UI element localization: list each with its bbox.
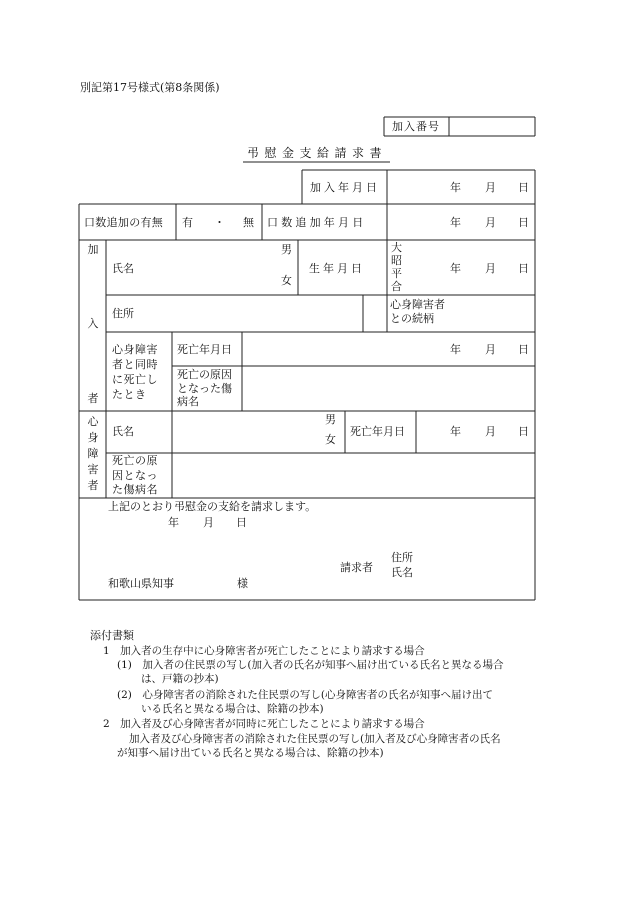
join-month-unit: 月 xyxy=(485,181,496,194)
request-statement: 上記のとおり弔慰金の支給を請求します。 xyxy=(108,500,317,513)
disabled-gender-male[interactable]: 男 xyxy=(325,413,336,426)
member-address-field[interactable] xyxy=(140,296,362,331)
disabled-death-cause-label: 死亡の原 因となっ た傷病名 xyxy=(112,454,158,496)
member-gender-female[interactable]: 女 xyxy=(281,274,292,287)
member-name-label: 氏名 xyxy=(112,262,134,275)
disabled-name-label: 氏名 xyxy=(112,425,134,438)
era-heisei[interactable]: 平 xyxy=(391,267,402,280)
join-date-label: 加入年月日 xyxy=(310,181,380,194)
attachment-1-1-cont: は、戸籍の抄本) xyxy=(141,673,219,685)
member-death-date-label: 死亡年月日 xyxy=(177,343,232,356)
extra-year-unit: 年 xyxy=(450,216,461,229)
claimant-name-field[interactable] xyxy=(418,565,533,581)
claimant-name-label: 氏名 xyxy=(391,566,413,579)
era-reiwa[interactable]: 合 xyxy=(391,280,402,293)
attachment-case-2: 2 加入者及び心身障害者が同時に死亡したことにより請求する場合 xyxy=(103,718,425,730)
member-death-cause-field[interactable] xyxy=(243,367,534,410)
simultaneous-death-label: 心身障害 者と同時 に死亡し たとき xyxy=(112,343,158,401)
disabled-death-date-field[interactable] xyxy=(417,412,534,452)
member-number-field[interactable] xyxy=(450,118,534,135)
disabled-name-field[interactable] xyxy=(140,412,320,452)
dob-year-unit: 年 xyxy=(450,262,461,275)
addressee-honorific: 様 xyxy=(237,577,248,590)
addressee: 和歌山県知事 xyxy=(108,577,174,590)
member-death-cause-label: 死亡の原因 となった傷 病名 xyxy=(177,368,232,408)
member-death-month-unit: 月 xyxy=(485,343,496,356)
attachment-1-1: (1) 加入者の住民票の写し(加入者の氏名が知事へ届け出ている氏名と異なる場合 xyxy=(117,659,504,671)
attachments-heading: 添付書類 xyxy=(90,629,134,642)
attachment-2-1-cont: が知事へ届け出ている氏名と異なる場合は、除籍の抄本) xyxy=(117,747,384,759)
attachment-1-2: (2) 心身障害者の消除された住民票の写し(心身障害者の氏名が知事へ届け出て xyxy=(117,689,493,701)
disabled-side-label-1: 心 xyxy=(87,415,99,428)
member-name-field[interactable] xyxy=(140,241,278,294)
form-title: 弔慰金支給請求書 xyxy=(247,146,388,160)
disabled-side-label-3: 障 xyxy=(87,447,99,460)
member-gender-male[interactable]: 男 xyxy=(281,243,292,256)
request-day-unit: 日 xyxy=(236,516,247,529)
relation-field[interactable] xyxy=(470,296,534,331)
disabled-side-label-4: 害 xyxy=(87,463,99,476)
claimant-address-label: 住所 xyxy=(391,551,413,564)
request-month-unit: 月 xyxy=(203,516,214,529)
extra-day-unit: 日 xyxy=(518,216,529,229)
member-death-day-unit: 日 xyxy=(518,343,529,356)
member-address-label: 住所 xyxy=(112,307,134,320)
member-side-label-1: 加 xyxy=(87,243,99,256)
member-side-label-3: 者 xyxy=(87,392,99,405)
attachment-1-2-cont: いる氏名と異なる場合は、除籍の抄本) xyxy=(141,703,324,715)
extra-units-label: 口数追加の有無 xyxy=(84,216,164,229)
join-year-unit: 年 xyxy=(450,181,461,194)
extra-units-separator: ・ xyxy=(214,216,225,229)
disabled-side-label-2: 身 xyxy=(87,431,99,444)
member-death-year-unit: 年 xyxy=(450,343,461,356)
disabled-gender-female[interactable]: 女 xyxy=(325,433,336,446)
extra-month-unit: 月 xyxy=(485,216,496,229)
form-reference: 別記第17号様式(第8条関係) xyxy=(80,81,220,94)
relation-label: 心身障害者 との続柄 xyxy=(390,298,445,325)
join-date-field[interactable] xyxy=(388,171,534,203)
disabled-death-date-label: 死亡年月日 xyxy=(350,425,405,438)
claimant-label: 請求者 xyxy=(340,561,373,574)
disabled-side-label-5: 者 xyxy=(87,479,99,492)
member-number-label: 加入番号 xyxy=(392,120,440,133)
extra-units-no[interactable]: 無 xyxy=(243,216,254,229)
disabled-death-day-unit: 日 xyxy=(518,425,529,438)
dob-day-unit: 日 xyxy=(518,262,529,275)
dob-month-unit: 月 xyxy=(485,262,496,275)
extra-units-yes[interactable]: 有 xyxy=(182,216,193,229)
disabled-death-year-unit: 年 xyxy=(450,425,461,438)
attachment-case-1: 1 加入者の生存中に心身障害者が死亡したことにより請求する場合 xyxy=(103,645,425,657)
era-showa[interactable]: 昭 xyxy=(391,254,402,267)
member-side-label-2: 入 xyxy=(87,317,99,330)
join-day-unit: 日 xyxy=(518,181,529,194)
era-taisho[interactable]: 大 xyxy=(391,241,402,254)
claimant-address-field[interactable] xyxy=(418,549,533,565)
member-dob-label: 生年月日 xyxy=(309,262,365,275)
extra-units-date-label: 口数追加年月日 xyxy=(267,216,367,229)
disabled-death-month-unit: 月 xyxy=(485,425,496,438)
disabled-death-cause-field[interactable] xyxy=(173,454,534,497)
attachment-2-1: 加入者及び心身障害者の消除された住民票の写し(加入者及び心身障害者の氏名 xyxy=(129,733,501,745)
extra-units-date-field[interactable] xyxy=(388,205,534,239)
request-year-unit: 年 xyxy=(168,516,179,529)
